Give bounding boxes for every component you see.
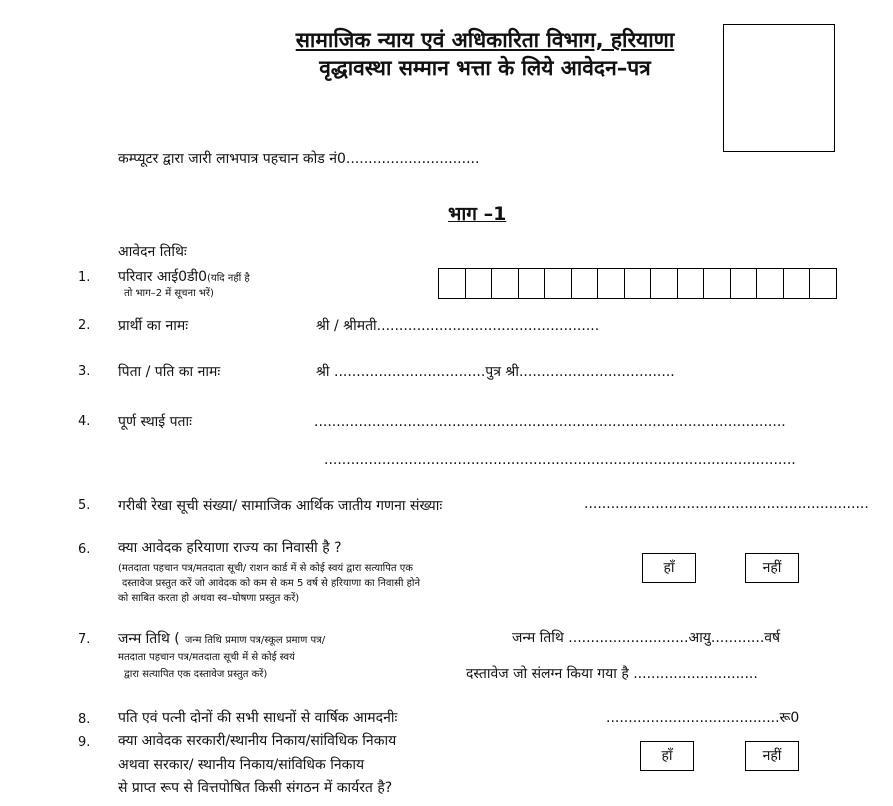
q4-number: 4. [78,414,91,429]
dob-age-field[interactable]: जन्म तिथि ...........................आयु............वर्ष [512,630,781,646]
q6-number: 6. [78,542,91,557]
q6-note-3: को साबित करता हो अथवा स्व–घोषणा प्रस्तुत करें) [118,593,300,604]
family-id-box[interactable] [492,269,519,298]
q9-line-1: क्या आवेदक सरकारी/स्थानीय निकाय/सांविधिक निकाय [118,733,397,749]
q9-line-3: से प्राप्त रूप से वित्तपोषित किसी संगठन में कार्यरत है? [118,780,393,796]
q6-note-2: दस्तावेज प्रस्तुत करें जो आवेदक को कम से कम 5 वर्ष से हरियाणा का निवासी होने [122,578,421,589]
family-id-box[interactable] [545,269,572,298]
form-title: वृद्धावस्था सम्मान भत्ता के लिये आवेदन–पत्र [319,56,651,80]
family-id-box[interactable] [572,269,599,298]
bpl-number-field[interactable]: ................................................................ [584,496,869,512]
q2-number: 2. [78,318,91,333]
q1-label-group [118,266,250,286]
q6-no-option[interactable]: नहीं [745,553,799,583]
family-id-box[interactable] [704,269,731,298]
address-line-2[interactable]: .......................................................................................................... [324,452,796,468]
q5-number: 5. [78,498,91,513]
q6-yes-option[interactable]: हाँ [642,553,696,583]
q3-number: 3. [78,364,91,379]
address-line-1[interactable]: .......................................................................................................... [314,414,786,430]
family-id-box[interactable] [466,269,493,298]
q1-note-inline: (यदि नहीं है [207,273,250,284]
q9-line-2: अथवा सरकार/ स्थानीय निकाय/सांविधिक निकाय [118,757,365,773]
father-husband-name-field[interactable]: श्री ..................................पुत्र श्री................................... [316,364,675,380]
family-id-box[interactable] [810,269,837,298]
family-id-box[interactable] [784,269,811,298]
family-id-box[interactable] [651,269,678,298]
q9-yes-option[interactable]: हाँ [640,741,694,771]
q7-label-group [118,628,325,648]
application-date-label: आवेदन तिथिः [118,244,187,260]
q9-number: 9. [78,735,91,750]
q7-note-3: द्वारा सत्यापित एक दस्तावेज प्रस्तुत करें) [124,669,268,680]
q4-label: पूर्ण स्थाई पताः [118,414,192,430]
section-title: भाग –1 [448,203,507,225]
q1-note: तो भाग–2 में सूचना भरें) [124,288,214,299]
family-id-box[interactable] [625,269,652,298]
family-id-box[interactable] [757,269,784,298]
q6-label: क्या आवेदक हरियाणा राज्य का निवासी है ? [118,540,342,556]
q1-number: 1. [78,270,91,285]
q2-label: प्रार्थी का नामः [118,318,189,334]
q7-note-1: जन्म तिथि प्रमाण पत्र/स्कूल प्रमाण पत्र/ [184,635,326,646]
q7-number: 7. [78,632,91,647]
q7-note-2: मतदाता पहचान पत्र/मतदाता सूची में से कोई स्वयं [118,652,295,663]
q7-label: जन्म तिथि ( [118,631,180,647]
q1-label: परिवार आई0डी0 [118,269,208,285]
family-id-box[interactable] [439,269,466,298]
department-title: सामाजिक न्याय एवं अधिकारिता विभाग, हरियाणा [295,28,675,52]
family-id-box[interactable] [598,269,625,298]
family-id-box[interactable] [731,269,758,298]
q8-number: 8. [78,712,91,727]
q8-label: पति एवं पत्नी दोनों की सभी साधनों से वार्षिक आमदनीः [118,710,398,726]
photo-box [723,24,835,152]
family-id-input[interactable] [438,268,837,299]
q6-note-1: (मतदाता पहचान पत्र/मतदाता सूची/ राशन कार्ड में से कोई स्वयं द्वारा सत्यापित एक [118,563,413,574]
applicant-name-field[interactable]: श्री / श्रीमती.................................................. [316,318,600,334]
document-attached-field[interactable]: दस्तावेज जो संलग्न किया गया है ............................ [466,666,758,682]
family-id-box[interactable] [519,269,546,298]
beneficiary-code-field: कम्प्यूटर द्वारा जारी लाभपात्र पहचान कोड नं0.............................. [118,151,480,167]
q9-no-option[interactable]: नहीं [745,741,799,771]
q5-label: गरीबी रेखा सूची संख्या/ सामाजिक आर्थिक जातीय गणना संख्याः [118,498,443,514]
q3-label: पिता / पति का नामः [118,364,221,380]
family-id-box[interactable] [678,269,705,298]
annual-income-field[interactable]: .......................................रू0 [606,710,800,726]
